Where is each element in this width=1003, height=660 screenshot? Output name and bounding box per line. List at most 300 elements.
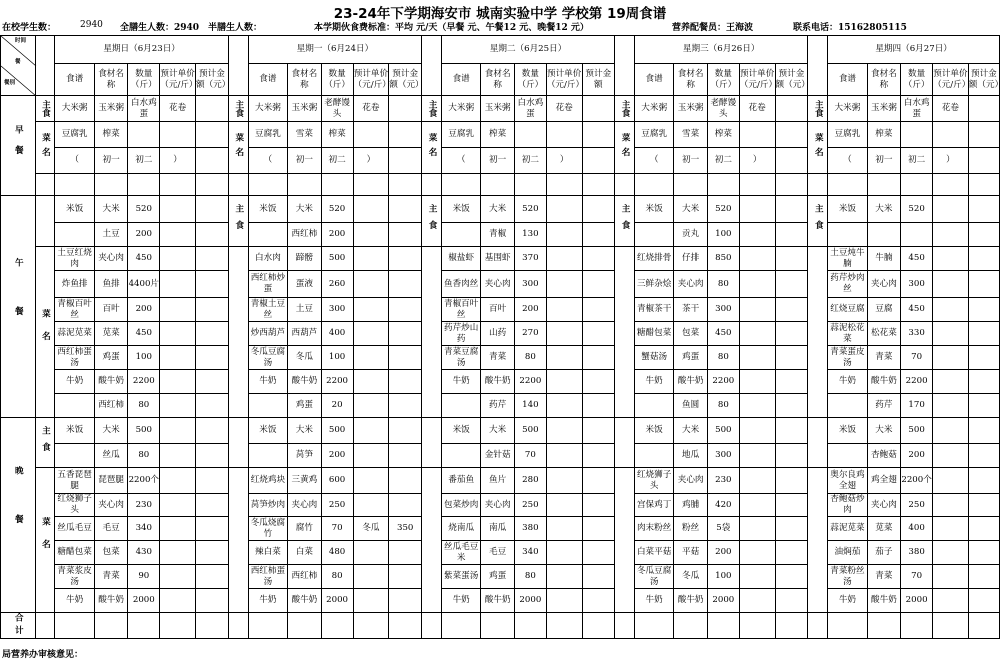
price-cell bbox=[739, 271, 775, 298]
table-cell bbox=[582, 148, 615, 174]
meal-label-dinner: 晚餐 bbox=[1, 418, 36, 613]
ingredient-cell: 酸牛奶 bbox=[867, 370, 901, 394]
ingredient-cell: 夹心肉 bbox=[481, 271, 515, 298]
grade-label: 初一 bbox=[288, 148, 322, 174]
table-row bbox=[1, 468, 1000, 494]
breakfast-item: 白水鸡蛋 bbox=[901, 96, 933, 122]
amount-cell bbox=[582, 589, 615, 613]
ingredient-cell: 苋菜 bbox=[867, 517, 901, 541]
price-cell bbox=[546, 247, 582, 271]
ingredient-cell: 酸牛奶 bbox=[94, 589, 128, 613]
day-group-empty bbox=[808, 247, 828, 418]
qty-cell: 200 bbox=[707, 541, 739, 565]
day-group-label: 主食 bbox=[228, 196, 248, 247]
recipe-cell: 土豆炖牛腩 bbox=[828, 247, 867, 271]
recipe-cell bbox=[634, 223, 673, 247]
amount-cell bbox=[968, 565, 999, 589]
amount-cell bbox=[775, 565, 808, 589]
qty-cell: 280 bbox=[514, 468, 546, 494]
amount-cell bbox=[195, 223, 228, 247]
price-cell bbox=[546, 494, 582, 517]
recipe-cell bbox=[828, 223, 867, 247]
qty-cell: 80 bbox=[707, 394, 739, 418]
day-group-label: 主食 bbox=[422, 196, 442, 247]
recipe-cell: 米饭 bbox=[248, 418, 287, 444]
total-cell bbox=[933, 613, 969, 639]
amount-cell bbox=[775, 322, 808, 346]
recipe-cell bbox=[441, 223, 480, 247]
price-cell bbox=[353, 394, 389, 418]
table-cell bbox=[389, 122, 422, 148]
price-cell bbox=[933, 370, 969, 394]
recipe-cell bbox=[828, 444, 867, 468]
ingredient-cell: 鸡全翅 bbox=[867, 468, 901, 494]
breakfast-item: 榨菜 bbox=[94, 122, 128, 148]
amount-cell bbox=[195, 589, 228, 613]
ingredient-cell: 酸牛奶 bbox=[288, 370, 322, 394]
recipe-cell: 牛奶 bbox=[441, 589, 480, 613]
breakfast-item: 花卷 bbox=[160, 96, 196, 122]
phone: 联系电话：15162805115 bbox=[793, 23, 907, 33]
amount-cell bbox=[582, 298, 615, 322]
ingredient-cell: 夹心肉 bbox=[94, 494, 128, 517]
day-group-label: 主食 bbox=[808, 196, 828, 247]
recipe-cell: 青椒百叶丝 bbox=[55, 298, 94, 322]
price-cell bbox=[160, 468, 196, 494]
table-cell bbox=[228, 174, 248, 196]
ingredient-cell: 百叶 bbox=[481, 298, 515, 322]
recipe-cell: 肉末粉丝 bbox=[634, 517, 673, 541]
price-cell bbox=[933, 394, 969, 418]
ingredient-cell: 鱼排 bbox=[94, 271, 128, 298]
qty-cell: 2000 bbox=[514, 589, 546, 613]
ingredient-cell: 西红柿 bbox=[288, 223, 322, 247]
students-label: 在校学生数： bbox=[2, 23, 57, 33]
amount-cell bbox=[582, 494, 615, 517]
price-cell bbox=[933, 468, 969, 494]
recipe-cell: 冬瓜烧腐竹 bbox=[248, 517, 287, 541]
total-cell bbox=[674, 613, 708, 639]
ingredient-cell: 毛豆 bbox=[94, 517, 128, 541]
ingredient-cell: 药芹 bbox=[481, 394, 515, 418]
amount-cell bbox=[582, 196, 615, 223]
info-header bbox=[0, 20, 1000, 34]
price-cell bbox=[160, 494, 196, 517]
amount-cell bbox=[968, 196, 999, 223]
qty-cell: 520 bbox=[901, 196, 933, 223]
amount-cell bbox=[195, 418, 228, 444]
amount-cell bbox=[195, 444, 228, 468]
ingredient-cell: 牛腩 bbox=[867, 247, 901, 271]
ingredient-cell: 青菜 bbox=[867, 346, 901, 370]
amount-cell bbox=[775, 271, 808, 298]
day-group-empty bbox=[615, 418, 635, 468]
qty-cell: 500 bbox=[514, 418, 546, 444]
table-cell bbox=[828, 174, 867, 196]
recipe-cell: 三鲜杂烩 bbox=[634, 271, 673, 298]
half-board-label: 半膳生人数： bbox=[208, 23, 263, 33]
recipe-cell: 椒盐虾 bbox=[441, 247, 480, 271]
ingredient-cell: 茄子 bbox=[867, 541, 901, 565]
grade-label: 初一 bbox=[481, 148, 515, 174]
amount-cell bbox=[968, 247, 999, 271]
ingredient-cell: 青菜 bbox=[94, 565, 128, 589]
recipe-cell: 药芹炒山药 bbox=[441, 322, 480, 346]
group-label-dish: 菜名 bbox=[35, 468, 55, 613]
ingredient-cell: 夹心肉 bbox=[674, 468, 708, 494]
qty-cell: 340 bbox=[128, 517, 160, 541]
qty-cell: 2000 bbox=[128, 589, 160, 613]
ingredient-cell: 丝瓜 bbox=[94, 444, 128, 468]
recipe-cell: 炒西葫芦 bbox=[248, 322, 287, 346]
amount-cell bbox=[582, 370, 615, 394]
price-cell bbox=[353, 444, 389, 468]
total-label: 合计 bbox=[1, 613, 36, 639]
total-cell bbox=[867, 613, 901, 639]
qty-cell: 850 bbox=[707, 247, 739, 271]
breakfast-item: 豆腐乳 bbox=[55, 122, 94, 148]
price-cell bbox=[739, 589, 775, 613]
breakfast-item bbox=[546, 122, 582, 148]
qty-cell: 80 bbox=[128, 444, 160, 468]
day-group-empty bbox=[808, 468, 828, 613]
qty-cell: 250 bbox=[321, 494, 353, 517]
grade-paren: ） bbox=[353, 148, 389, 174]
day-separator bbox=[615, 36, 635, 96]
grade-paren: ） bbox=[160, 148, 196, 174]
price-cell bbox=[546, 223, 582, 247]
ingredient-cell: 西葫芦 bbox=[288, 322, 322, 346]
breakfast-item bbox=[160, 122, 196, 148]
breakfast-item: 豆腐乳 bbox=[828, 122, 867, 148]
ingredient-cell: 夹心肉 bbox=[288, 494, 322, 517]
price-cell bbox=[353, 370, 389, 394]
table-cell bbox=[389, 174, 422, 196]
amount-cell bbox=[582, 271, 615, 298]
day-group-empty bbox=[422, 418, 442, 468]
price-cell bbox=[546, 322, 582, 346]
recipe-cell bbox=[634, 444, 673, 468]
recipe-cell: 白水肉 bbox=[248, 247, 287, 271]
recipe-cell bbox=[55, 444, 94, 468]
table-cell bbox=[808, 174, 828, 196]
breakfast-item bbox=[901, 122, 933, 148]
amount-cell bbox=[582, 346, 615, 370]
qty-cell: 80 bbox=[128, 394, 160, 418]
recipe-cell: 西红柿蛋汤 bbox=[55, 346, 94, 370]
table-row bbox=[1, 223, 1000, 247]
breakfast-item: 老酵馒头 bbox=[321, 96, 353, 122]
price-cell bbox=[353, 589, 389, 613]
table-cell bbox=[441, 174, 480, 196]
page-title: 23-24年下学期海安市 城南实验中学 学校第 19周食谱 bbox=[333, 6, 667, 22]
ingredient-cell: 酸牛奶 bbox=[674, 370, 708, 394]
table-cell bbox=[901, 174, 933, 196]
ingredient-cell: 苋菜 bbox=[94, 322, 128, 346]
price-cell bbox=[933, 494, 969, 517]
total-cell bbox=[321, 613, 353, 639]
price-cell bbox=[933, 271, 969, 298]
grade-label: 初一 bbox=[94, 148, 128, 174]
amount-cell bbox=[389, 444, 422, 468]
breakfast-item: 老酵馒头 bbox=[707, 96, 739, 122]
day-separator bbox=[422, 36, 442, 96]
amount-cell bbox=[582, 418, 615, 444]
amount-cell bbox=[968, 271, 999, 298]
total-cell bbox=[195, 613, 228, 639]
qty-cell bbox=[901, 223, 933, 247]
recipe-cell: 青菜蛋皮汤 bbox=[828, 346, 867, 370]
grade-label: 初二 bbox=[321, 148, 353, 174]
table-cell bbox=[546, 174, 582, 196]
table-cell bbox=[615, 174, 635, 196]
table-cell bbox=[808, 613, 828, 639]
price-cell bbox=[353, 565, 389, 589]
amount-cell bbox=[582, 444, 615, 468]
table-row bbox=[1, 196, 1000, 223]
total-cell bbox=[160, 613, 196, 639]
qty-cell: 520 bbox=[321, 196, 353, 223]
total-cell bbox=[828, 613, 867, 639]
recipe-cell: 红烧排骨 bbox=[634, 247, 673, 271]
ingredient-cell: 冬瓜 bbox=[674, 565, 708, 589]
recipe-cell: 牛奶 bbox=[248, 589, 287, 613]
ingredient-cell: 三黄鸡 bbox=[288, 468, 322, 494]
ingredient-cell: 夹心肉 bbox=[481, 494, 515, 517]
price-cell bbox=[739, 394, 775, 418]
col-ingredient-header: 食材名称 bbox=[94, 64, 128, 96]
table-row bbox=[1, 122, 1000, 148]
table-cell bbox=[968, 122, 999, 148]
ingredient-cell: 夹心肉 bbox=[674, 271, 708, 298]
qty-cell: 380 bbox=[514, 517, 546, 541]
price-cell bbox=[739, 517, 775, 541]
price-cell bbox=[160, 565, 196, 589]
grade-label: 初一 bbox=[674, 148, 708, 174]
table-cell bbox=[321, 174, 353, 196]
qty-cell: 70 bbox=[901, 565, 933, 589]
table-cell bbox=[195, 122, 228, 148]
qty-cell: 450 bbox=[901, 298, 933, 322]
ingredient-cell: 毛豆 bbox=[481, 541, 515, 565]
amount-cell bbox=[775, 589, 808, 613]
ingredient-cell: 鸡蛋 bbox=[481, 565, 515, 589]
ingredient-cell: 大米 bbox=[481, 418, 515, 444]
qty-cell: 200 bbox=[321, 223, 353, 247]
breakfast-item bbox=[353, 122, 389, 148]
col-price-header: 预计单价（元/斤） bbox=[160, 64, 196, 96]
review-footer: 局营养办审核意见： bbox=[2, 650, 84, 660]
recipe-cell: 米饭 bbox=[828, 196, 867, 223]
ingredient-cell: 琵琶腿 bbox=[94, 468, 128, 494]
table-cell bbox=[775, 148, 808, 174]
recipe-cell: 米饭 bbox=[441, 196, 480, 223]
col-recipe-header: 食谱 bbox=[634, 64, 673, 96]
recipe-cell bbox=[441, 444, 480, 468]
price-cell bbox=[353, 541, 389, 565]
recipe-cell: 牛奶 bbox=[828, 370, 867, 394]
table-cell bbox=[481, 174, 515, 196]
recipe-cell: 牛奶 bbox=[828, 589, 867, 613]
price-cell bbox=[933, 541, 969, 565]
price-cell bbox=[739, 444, 775, 468]
col-amount-header: 预计金额（元） bbox=[775, 64, 808, 96]
total-cell bbox=[582, 613, 615, 639]
price-cell bbox=[739, 223, 775, 247]
table-cell bbox=[674, 174, 708, 196]
ingredient-cell: 包菜 bbox=[674, 322, 708, 346]
total-cell bbox=[248, 613, 287, 639]
amount-cell bbox=[582, 223, 615, 247]
qty-cell: 430 bbox=[128, 541, 160, 565]
amount-cell bbox=[389, 468, 422, 494]
qty-cell: 100 bbox=[707, 565, 739, 589]
amount-cell bbox=[775, 444, 808, 468]
col-price-header: 预计单价（元/斤） bbox=[546, 64, 582, 96]
recipe-cell: 米饭 bbox=[55, 418, 94, 444]
ingredient-cell: 南瓜 bbox=[481, 517, 515, 541]
students-value: 2940 bbox=[80, 20, 103, 30]
qty-cell: 250 bbox=[901, 494, 933, 517]
price-cell bbox=[546, 298, 582, 322]
total-cell bbox=[55, 613, 94, 639]
table-cell bbox=[35, 64, 55, 96]
ingredient-cell: 基围虾 bbox=[481, 247, 515, 271]
amount-cell bbox=[775, 247, 808, 271]
recipe-cell: 炸鱼排 bbox=[55, 271, 94, 298]
day-group-empty bbox=[808, 418, 828, 468]
qty-cell: 80 bbox=[707, 271, 739, 298]
table-row bbox=[1, 346, 1000, 370]
table-cell bbox=[195, 174, 228, 196]
ingredient-cell bbox=[867, 223, 901, 247]
qty-cell: 2200个 bbox=[128, 468, 160, 494]
table-cell bbox=[775, 122, 808, 148]
ingredient-cell: 腐竹 bbox=[288, 517, 322, 541]
col-price-header: 预计单价（元/斤） bbox=[739, 64, 775, 96]
qty-cell: 200 bbox=[128, 298, 160, 322]
breakfast-item: 榨菜 bbox=[707, 122, 739, 148]
recipe-cell: 冬瓜豆腐汤 bbox=[248, 346, 287, 370]
group-label-staple: 主食 bbox=[35, 96, 55, 122]
recipe-cell: 牛奶 bbox=[55, 589, 94, 613]
table-cell bbox=[248, 174, 287, 196]
table-row bbox=[1, 36, 1000, 64]
price-cell bbox=[546, 370, 582, 394]
recipe-cell: 丝瓜毛豆 bbox=[55, 517, 94, 541]
ingredient-cell: 大米 bbox=[674, 418, 708, 444]
col-recipe-header: 食谱 bbox=[441, 64, 480, 96]
qty-cell: 4400片 bbox=[128, 271, 160, 298]
col-qty-header: 数量（斤） bbox=[901, 64, 933, 96]
col-qty-header: 数量（斤） bbox=[707, 64, 739, 96]
col-amount-header: 预计金额（元） bbox=[389, 64, 422, 96]
full-board-count: 全膳生人数：2940 bbox=[120, 23, 200, 33]
col-ingredient-header: 食材名称 bbox=[867, 64, 901, 96]
ingredient-cell: 茶干 bbox=[674, 298, 708, 322]
amount-cell bbox=[195, 196, 228, 223]
amount-cell bbox=[389, 494, 422, 517]
amount-cell bbox=[582, 565, 615, 589]
ingredient-cell: 酸牛奶 bbox=[867, 589, 901, 613]
qty-cell: 520 bbox=[707, 196, 739, 223]
recipe-cell: 米饭 bbox=[55, 196, 94, 223]
qty-cell: 2200个 bbox=[901, 468, 933, 494]
breakfast-item: 大米粥 bbox=[441, 96, 480, 122]
breakfast-item: 花卷 bbox=[353, 96, 389, 122]
recipe-cell: 糖醋包菜 bbox=[55, 541, 94, 565]
recipe-cell: 油焖茄 bbox=[828, 541, 867, 565]
qty-cell: 250 bbox=[514, 494, 546, 517]
day-group-label: 主食 bbox=[422, 96, 442, 122]
table-row bbox=[1, 174, 1000, 196]
amount-cell bbox=[195, 322, 228, 346]
total-cell bbox=[441, 613, 480, 639]
table-row bbox=[1, 541, 1000, 565]
price-cell bbox=[933, 298, 969, 322]
total-cell bbox=[901, 613, 933, 639]
recipe-cell: 牛奶 bbox=[634, 370, 673, 394]
amount-cell bbox=[389, 346, 422, 370]
amount-cell bbox=[775, 418, 808, 444]
price-cell bbox=[160, 541, 196, 565]
col-price-header: 预计单价（元/斤） bbox=[933, 64, 969, 96]
amount-cell bbox=[389, 322, 422, 346]
breakfast-item bbox=[739, 122, 775, 148]
recipe-cell: 土豆红烧肉 bbox=[55, 247, 94, 271]
table-cell bbox=[968, 174, 999, 196]
price-cell bbox=[933, 196, 969, 223]
price-cell bbox=[933, 589, 969, 613]
qty-cell: 520 bbox=[514, 196, 546, 223]
price-cell bbox=[546, 271, 582, 298]
table-cell bbox=[422, 174, 442, 196]
ingredient-cell: 山药 bbox=[481, 322, 515, 346]
grade-paren: （ bbox=[634, 148, 673, 174]
qty-cell: 450 bbox=[901, 247, 933, 271]
qty-cell: 200 bbox=[901, 444, 933, 468]
ingredient-cell: 酸牛奶 bbox=[94, 370, 128, 394]
amount-cell bbox=[775, 517, 808, 541]
day-group-label: 菜名 bbox=[228, 122, 248, 174]
qty-cell: 130 bbox=[514, 223, 546, 247]
amount-cell bbox=[389, 298, 422, 322]
ingredient-cell: 蹄髈 bbox=[288, 247, 322, 271]
breakfast-item bbox=[933, 122, 969, 148]
recipe-cell: 冬瓜豆腐汤 bbox=[634, 565, 673, 589]
table-cell bbox=[775, 96, 808, 122]
amount-cell bbox=[968, 494, 999, 517]
price-cell bbox=[160, 322, 196, 346]
amount-cell bbox=[195, 394, 228, 418]
group-label-empty bbox=[35, 196, 55, 247]
price-cell bbox=[353, 223, 389, 247]
table-cell bbox=[615, 613, 635, 639]
recipe-cell: 红烧豆腐 bbox=[828, 298, 867, 322]
recipe-cell: 青椒土豆丝 bbox=[248, 298, 287, 322]
ingredient-cell: 酸牛奶 bbox=[481, 589, 515, 613]
total-cell bbox=[128, 613, 160, 639]
total-cell bbox=[389, 613, 422, 639]
qty-cell: 500 bbox=[321, 418, 353, 444]
table-cell bbox=[739, 174, 775, 196]
qty-cell: 260 bbox=[321, 271, 353, 298]
nutritionist: 营养配餐员：王海波 bbox=[672, 23, 754, 33]
price-cell bbox=[160, 271, 196, 298]
amount-cell bbox=[582, 541, 615, 565]
price-cell bbox=[160, 418, 196, 444]
price-cell bbox=[933, 247, 969, 271]
